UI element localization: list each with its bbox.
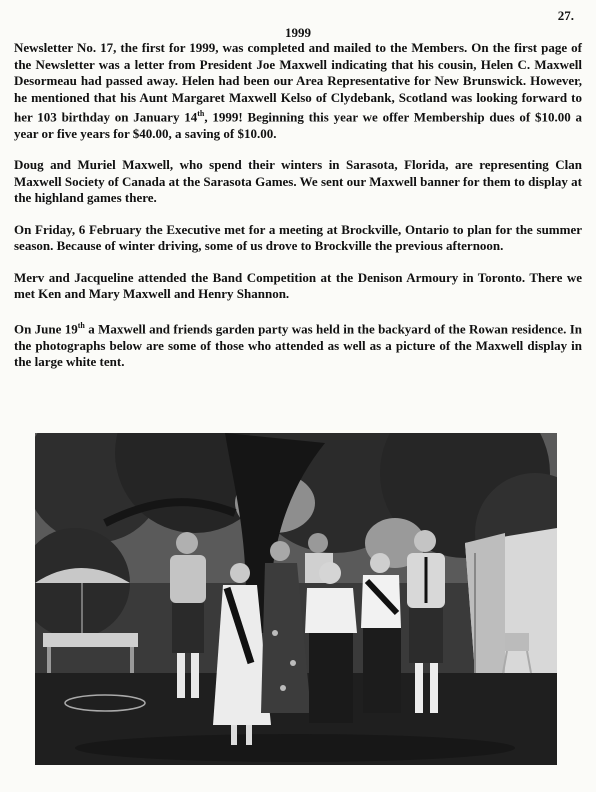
article-body: [14, 40, 582, 386]
paragraph-sarasota: Doug and Muriel Maxwell, who spend their winters in Sarasota, Florida, are representing Clan Maxwell Society of Canada at the Sarasota Games. We sent our Maxwell banner for them to display at the highland games there.: [14, 157, 582, 206]
group-photo-illustration: [35, 433, 557, 765]
ordinal-suffix: th: [77, 320, 85, 330]
paragraph-text: Newsletter No. 17, the first for 1999, was completed and mailed to the Members. On the first page of the Newsletter was a letter from President Joe Maxwell indicating that his cousin, Helen C. Maxwell Desormeau had passed away. Helen had been our Area Representative for New Brunswick. However, he mentioned that his Aunt Margaret Maxwell Kelso of Clydebank, Scotland was looking forward to her 103 birthday on January 14: [14, 40, 582, 125]
ordinal-suffix: th: [197, 109, 205, 118]
paragraph-garden-party: [14, 318, 582, 371]
paragraph-text: , 1999! Beginning this year we offer Membership dues of $10.00 a year or five years for $40.00, a saving of $10.00.: [14, 109, 582, 141]
paragraph-text: On June 19: [14, 321, 78, 337]
paragraph-band-competition: Merv and Jacqueline attended the Band Competition at the Denison Armoury in Toronto. There we met Ken and Mary Maxwell and Henry Shannon.: [14, 269, 582, 302]
paragraph-newsletter: [14, 40, 582, 142]
page-number: 27.: [557, 8, 574, 23]
paragraph-executive-meeting: On Friday, 6 February the Executive met for a meeting at Brockville, Ontario to plan for the summer season. Because of winter driving, some of us drove to Brockville the previous afternoon.: [14, 221, 582, 254]
paragraph-text: a Maxwell and friends garden party was held in the backyard of the Rowan residence. In the photographs below are some of those who attended as well as a picture of the Maxwell display in the large white tent.: [14, 321, 582, 370]
year-heading: 1999: [285, 25, 311, 40]
garden-party-photo: [35, 433, 557, 765]
